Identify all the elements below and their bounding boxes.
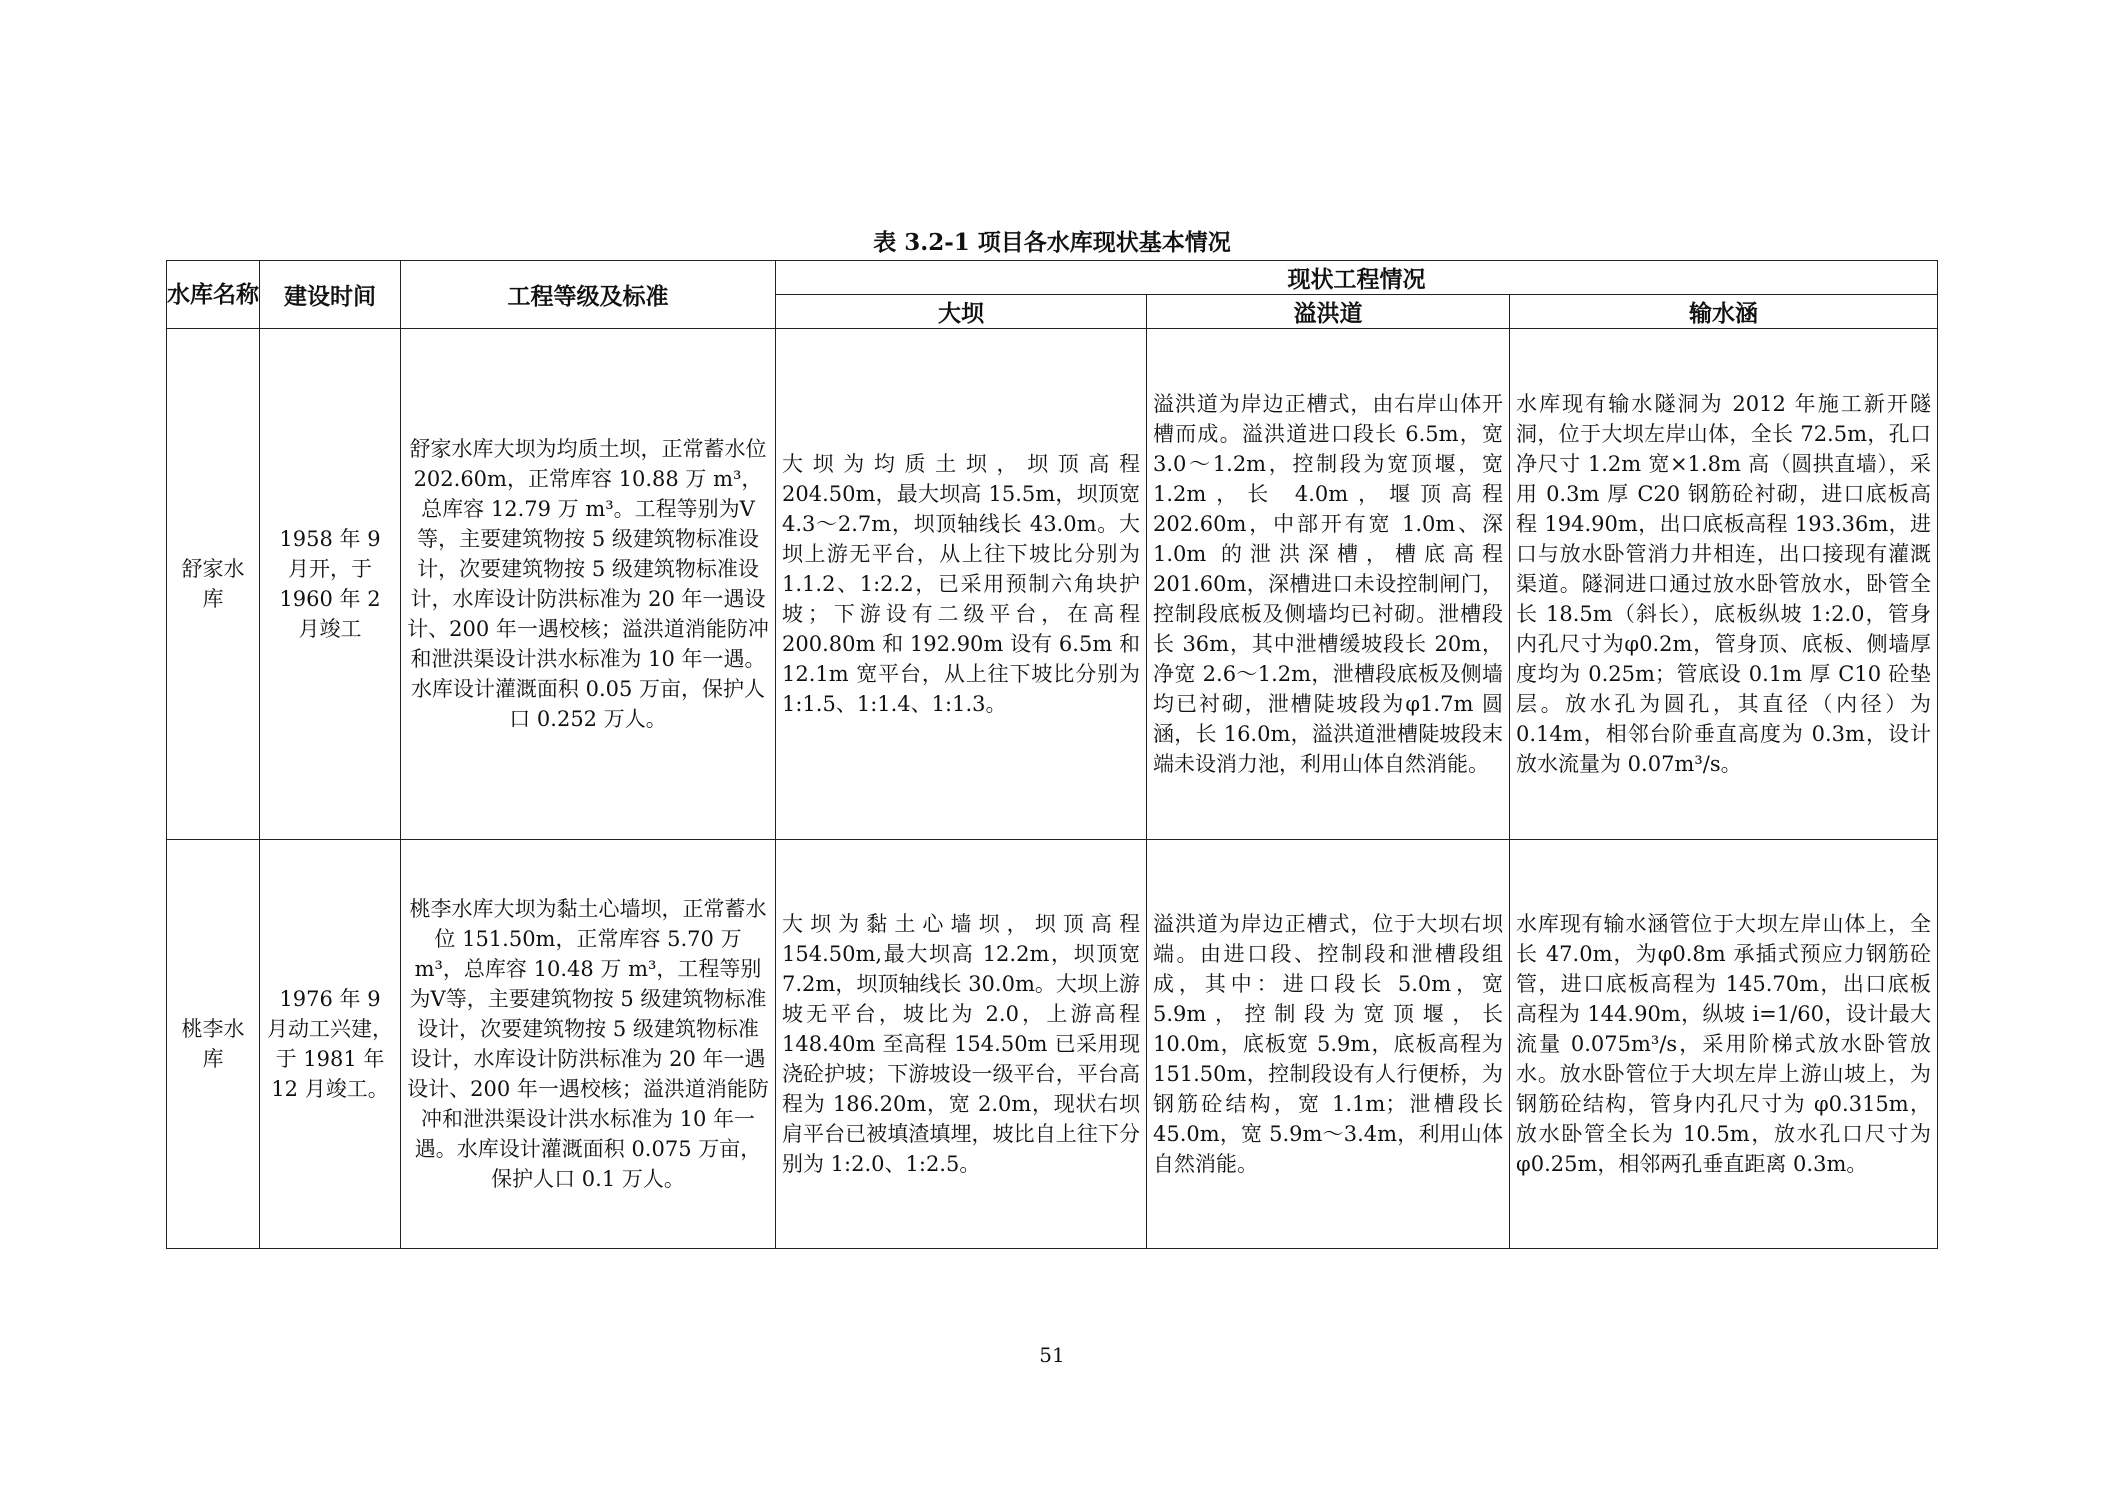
table-row (167, 840, 1938, 1249)
table-title: 表 3.2-1 项目各水库现状基本情况 (873, 229, 1231, 256)
table-row (167, 329, 1938, 840)
header-row-1 (167, 261, 1938, 295)
dam-description: 大坝为黏土心墙坝，坝顶高程 154.50m,最大坝高 12.2m，坝顶宽 7.2m，坝顶轴线长 30.0m。大坝上游坡无平台，坡比为 2.0，上游高程 148.40m 至高程 154.50m 已采用现浇砼护坡；下游坡设一级平台，平台高程为 186.20m，宽 2.0m，现状右坝肩平台已被填渣填埋，坡比自上往下分别为 1:2.0、1:2.5。 (776, 840, 1147, 1249)
header-dam: 大坝 (776, 295, 1147, 329)
grade-standard: 桃李水库大坝为黏土心墙坝，正常蓄水位 151.50m，正常库容 5.70 万 m³，总库容 10.48 万 m³，工程等别为Ⅴ等，主要建筑物按 5 级建筑物标准设计，次要建筑物按 5 级建筑物标准设计，水库设计防洪标准为 20 年一遇设计、200 年一遇校核；溢洪道消能防冲和泄洪渠设计洪水标准为 10 年一遇。水库设计灌溉面积 0.075 万亩，保护人口 0.1 万人。 (401, 840, 776, 1249)
page-number: 51 (1039, 1343, 1065, 1367)
spillway-description: 溢洪道为岸边正槽式，位于大坝右坝端。由进口段、控制段和泄槽段组成，其中：进口段长 5.0m，宽 5.9m，控制段为宽顶堰，长 10.0m，底板宽 5.9m，底板高程为 151.50m，控制段设有人行便桥，为钢筋砼结构，宽 1.1m；泄槽段长 45.0m，宽 5.9m～3.4m，利用山体自然消能。 (1147, 840, 1510, 1249)
grade-standard: 舒家水库大坝为均质土坝，正常蓄水位 202.60m，正常库容 10.88 万 m³，总库容 12.79 万 m³。工程等别为Ⅴ等，主要建筑物按 5 级建筑物标准设计，次要建筑物按 5 级建筑物标准设计，水库设计防洪标准为 20 年一遇设计、200 年一遇校核；溢洪道消能防冲和泄洪渠设计洪水标准为 10 年一遇。水库设计灌溉面积 0.05 万亩，保护人口 0.252 万人。 (401, 329, 776, 840)
dam-description: 大坝为均质土坝，坝顶高程 204.50m，最大坝高 15.5m，坝顶宽 4.3～2.7m，坝顶轴线长 43.0m。大坝上游无平台，从上往下坡比分别为 1.1.2、1:2.2，已采用预制六角块护坡；下游设有二级平台，在高程 200.80m 和 192.90m 设有 6.5m 和 12.1m 宽平台，从上往下坡比分别为 1:1.5、1:1.4、1:1.3。 (776, 329, 1147, 840)
spillway-description: 溢洪道为岸边正槽式，由右岸山体开槽而成。溢洪道进口段长 6.5m，宽 3.0～1.2m，控制段为宽顶堰，宽 1.2m，长 4.0m，堰顶高程 202.60m，中部开有宽 1.0m、深 1.0m 的泄洪深槽，槽底高程 201.60m，深槽进口未设控制闸门，控制段底板及侧墙均已衬砌。泄槽段长 36m，其中泄槽缓坡段长 20m，净宽 2.6～1.2m，泄槽段底板及侧墙均已衬砌，泄槽陡坡段为φ1.7m 圆涵，长 16.0m，溢洪道泄槽陡坡段末端未设消力池，利用山体自然消能。 (1147, 329, 1510, 840)
culvert-description: 水库现有输水涵管位于大坝左岸山体上，全长 47.0m，为φ0.8m 承插式预应力钢筋砼管，进口底板高程为 145.70m，出口底板高程为 144.90m，纵坡 i=1/60，设计最大流量 0.075m³/s，采用阶梯式放水卧管放水。放水卧管位于大坝左岸上游山坡上，为钢筋砼结构，管身内孔尺寸为 φ0.315m，放水卧管全长为 10.5m，放水孔口尺寸为φ0.25m，相邻两孔垂直距离 0.3m。 (1510, 840, 1938, 1249)
header-status: 现状工程情况 (776, 261, 1938, 295)
header-spillway: 溢洪道 (1147, 295, 1510, 329)
reservoir-name: 舒家水库 (167, 329, 260, 840)
header-time: 建设时间 (260, 261, 401, 329)
construction-time: 1976 年 9 月动工兴建，于 1981 年 12 月竣工。 (260, 840, 401, 1249)
header-grade: 工程等级及标准 (401, 261, 776, 329)
header-culvert: 输水涵 (1510, 295, 1938, 329)
construction-time: 1958 年 9 月开，于 1960 年 2 月竣工 (260, 329, 401, 840)
reservoir-table (166, 260, 1938, 1249)
reservoir-name: 桃李水库 (167, 840, 260, 1249)
header-name: 水库名称 (167, 261, 260, 329)
culvert-description: 水库现有输水隧洞为 2012 年施工新开隧洞，位于大坝左岸山体，全长 72.5m，孔口净尺寸 1.2m 宽×1.8m 高（圆拱直墙），采用 0.3m 厚 C20 钢筋砼衬砌，进口底板高程 194.90m，出口底板高程 193.36m，进口与放水卧管消力井相连，出口接现有灌溉渠道。隧洞进口通过放水卧管放水，卧管全长 18.5m（斜长），底板纵坡 1:2.0，管身内孔尺寸为φ0.2m，管身顶、底板、侧墙厚度均为 0.25m；管底设 0.1m 厚 C10 砼垫层。放水孔为圆孔，其直径（内径）为 0.14m，相邻台阶垂直高度为 0.3m，设计放水流量为 0.07m³/s。 (1510, 329, 1938, 840)
